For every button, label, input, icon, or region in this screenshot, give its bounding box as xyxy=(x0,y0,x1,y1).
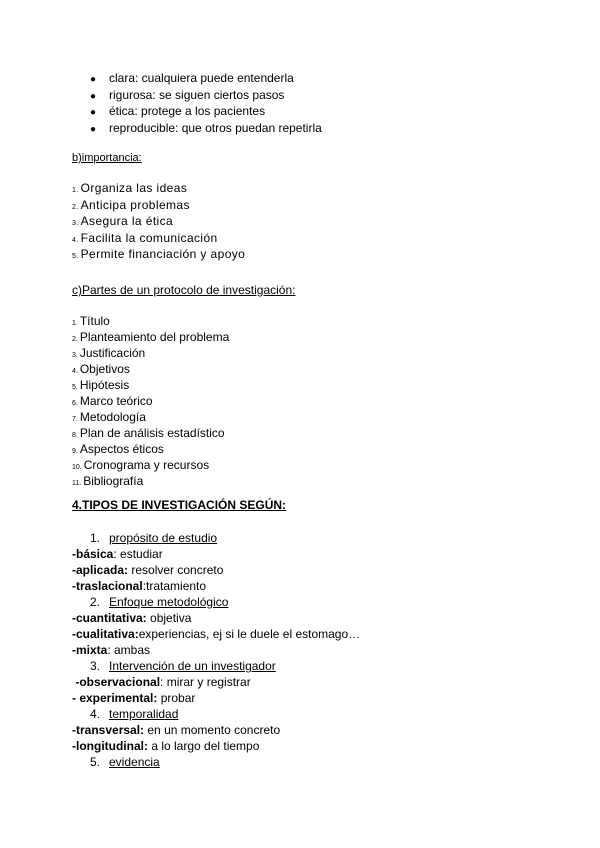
type-description: probar xyxy=(157,691,196,705)
item-number: 1. xyxy=(72,320,78,327)
type-definition xyxy=(72,674,360,690)
bullet-dot-icon: ● xyxy=(90,74,97,85)
bullet-item xyxy=(90,120,322,137)
list-item xyxy=(72,441,229,457)
list-item xyxy=(72,313,229,329)
item-text: Objetivos xyxy=(79,362,130,376)
type-term: -básica xyxy=(72,547,114,561)
type-term: -aplicada: xyxy=(72,563,129,577)
bullet-item xyxy=(90,87,322,104)
criterion-number: 2. xyxy=(90,595,101,609)
item-text: Aspectos éticos xyxy=(79,442,164,456)
item-number: 6. xyxy=(72,400,78,407)
item-number: 4. xyxy=(72,236,79,244)
item-text: Plan de análisis estadístico xyxy=(79,426,225,440)
type-description: : estudiar xyxy=(113,547,163,561)
criterion-label: temporalidad xyxy=(109,707,179,721)
criterion-number: 3. xyxy=(90,659,101,673)
type-description: :tratamiento xyxy=(142,579,207,593)
type-term: -traslacional xyxy=(72,579,143,593)
type-definition xyxy=(72,610,360,626)
section-4-heading: 4.TIPOS DE INVESTIGACIÓN SEGÚN: xyxy=(72,498,287,512)
criterion-item xyxy=(72,706,360,722)
type-definition xyxy=(72,546,360,562)
item-number: 7. xyxy=(72,416,78,423)
bullet-text: ética: protege a los pacientes xyxy=(109,104,266,118)
criterion-item xyxy=(72,658,360,674)
item-number: 5. xyxy=(72,384,78,391)
type-definition xyxy=(72,690,360,706)
bullet-dot-icon: ● xyxy=(90,107,97,118)
item-number: 2. xyxy=(72,336,78,343)
item-text: Asegura la ética xyxy=(80,214,174,228)
characteristics-bullet-list xyxy=(90,70,322,136)
type-definition xyxy=(72,578,360,594)
type-definition xyxy=(72,722,360,738)
bullet-text: clara: cualquiera puede entenderla xyxy=(109,71,294,85)
list-item xyxy=(72,457,229,473)
criterion-label: Enfoque metodológico xyxy=(109,595,229,609)
item-text: Bibliografía xyxy=(83,474,144,488)
type-definition xyxy=(72,738,360,754)
item-number: 2. xyxy=(72,203,79,211)
type-term: -mixta xyxy=(72,643,108,657)
protocol-parts-list xyxy=(72,313,229,489)
item-text: Hipótesis xyxy=(79,378,130,392)
type-description: en un momento concreto xyxy=(144,723,281,737)
criterion-number: 4. xyxy=(90,707,101,721)
type-term: -transversal: xyxy=(72,723,145,737)
bullet-dot-icon: ● xyxy=(90,123,97,135)
item-text: Anticipa problemas xyxy=(80,197,190,212)
criterion-label: Intervención de un investigador xyxy=(109,659,276,673)
criterion-number: 1. xyxy=(90,531,101,545)
type-definition xyxy=(72,642,360,658)
list-item xyxy=(72,473,229,489)
list-item xyxy=(72,361,229,377)
bullet-item xyxy=(90,103,322,120)
item-text: Justificación xyxy=(79,346,146,360)
item-text: Organiza las ideas xyxy=(80,181,188,195)
criterion-item xyxy=(72,754,360,770)
item-number: 11. xyxy=(72,480,82,487)
item-text: Marco teórico xyxy=(79,394,153,408)
type-definition xyxy=(72,562,360,578)
list-item xyxy=(72,230,245,247)
item-number: 1. xyxy=(72,187,79,194)
item-number: 9. xyxy=(72,448,78,455)
list-item xyxy=(72,409,229,425)
item-text: Cronograma y recursos xyxy=(83,458,210,472)
list-item xyxy=(72,345,229,361)
item-number: 10. xyxy=(72,464,82,471)
type-description: objetiva xyxy=(146,611,192,625)
item-number: 3. xyxy=(72,220,79,227)
section-b-heading: b)importancia: xyxy=(72,152,142,164)
list-item xyxy=(72,425,229,441)
list-item xyxy=(72,180,245,197)
item-number: 4. xyxy=(72,368,78,375)
bullet-dot-icon: ● xyxy=(90,90,97,102)
type-description: experiencias, ej si le duele el estomago… xyxy=(138,627,361,641)
item-text: Planteamiento del problema xyxy=(79,330,230,344)
type-description: a lo largo del tiempo xyxy=(147,739,260,753)
type-term: - experimental: xyxy=(72,691,158,705)
criterion-label: propósito de estudio xyxy=(109,531,218,545)
type-description: : mirar y registrar xyxy=(160,675,251,689)
investigation-types-list xyxy=(72,530,360,770)
type-term: -cualitativa: xyxy=(72,627,139,641)
item-text: Permite financiación y apoyo xyxy=(80,247,246,261)
type-term: -observacional xyxy=(72,675,161,689)
item-text: Facilita la comunicación xyxy=(80,230,218,245)
importance-list xyxy=(72,180,245,263)
list-item xyxy=(72,377,229,393)
type-term: -longitudinal: xyxy=(72,739,148,753)
type-term: -cuantitativa: xyxy=(72,611,147,625)
item-number: 5. xyxy=(72,253,79,260)
list-item xyxy=(72,197,245,214)
criterion-item xyxy=(72,530,360,546)
item-number: 8. xyxy=(72,432,78,439)
list-item xyxy=(72,213,245,230)
type-definition xyxy=(72,626,360,642)
section-c-heading: c)Partes de un protocolo de investigación: xyxy=(72,283,296,297)
criterion-item xyxy=(72,594,360,610)
bullet-text: reproducible: que otros puedan repetirla xyxy=(109,120,322,135)
item-text: Metodología xyxy=(79,410,146,424)
type-description: : ambas xyxy=(107,643,151,657)
criterion-label: evidencia xyxy=(109,755,160,769)
bullet-text: rigurosa: se siguen ciertos pasos xyxy=(109,87,285,102)
list-item xyxy=(72,246,245,263)
bullet-item xyxy=(90,70,322,87)
criterion-number: 5. xyxy=(90,755,101,769)
item-text: Título xyxy=(79,314,110,328)
list-item xyxy=(72,393,229,409)
type-description: resolver concreto xyxy=(128,563,224,577)
list-item xyxy=(72,329,229,345)
item-number: 3. xyxy=(72,352,78,359)
